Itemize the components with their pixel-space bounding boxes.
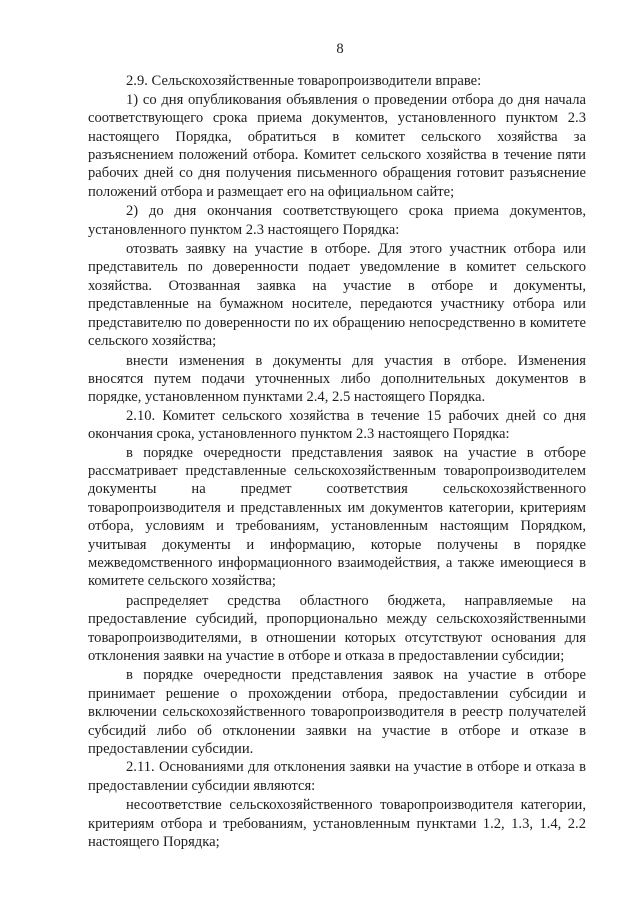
paragraph-withdraw-application: отозвать заявку на участие в отборе. Для этого участник отбора или представитель по доверенности подает уведомление в комитет сельского хозяйства. Отозванная заявка на участие в отборе и документы, представленные на бумажном носителе, передаются участнику отбора или представителю по доверенности по их обращению непосредственно в комитете сельского хозяйства; <box>88 241 586 350</box>
paragraph-2-9: 2.9. Сельскохозяйственные товаропроизводители вправе: <box>126 73 482 90</box>
paragraph-2-9-item-2: 2) до дня окончания соответствующего срока приема документов, установленного пунктом 2.3 настоящего Порядка: <box>88 203 586 238</box>
paragraph-amend-documents: внести изменения в документы для участия в отборе. Изменения вносятся путем подачи уточненных либо дополнительных документов в порядке, установленном пунктами 2.4, 2.5 настоящего Порядка. <box>88 352 586 406</box>
paragraph-2-10: 2.10. Комитет сельского хозяйства в течение 15 рабочих дней со дня окончания срока, установленного пунктом 2.3 настоящего Порядка: <box>88 407 586 443</box>
paragraph-review-documents: в порядке очередности представления заявок на участие в отборе рассматривает представленные сельскохозяйственным товаропроизводителем документы на предмет соответствия сельскохозяйственного товаропроизводителя и представленных им документов категории, критериям отбора, условиям и требованиям, установленным настоящим Порядком, учитывая документы и информацию, которые получены в порядке межведомственного информационного взаимодействия, а также имеющиеся в комитете сельского хозяйства; <box>88 444 586 590</box>
page-number: 8 <box>336 41 344 57</box>
paragraph-nonconformity: несоответствие сельскохозяйственного товаропроизводителя категории, критериям отбора и требованиям, установленным пунктами 1.2, 1.3, 1.4, 2.2 настоящего Порядка; <box>88 797 586 851</box>
paragraph-distribute-funds: распределяет средства областного бюджета, направляемые на предоставление субсидий, пропорционально между сельскохозяйственными товаропроизводителями, в отношении которых отсутствуют основания для отклонения заявки на участие в отборе и отказа в предоставлении субсидии; <box>88 592 586 664</box>
paragraph-2-11: 2.11. Основаниями для отклонения заявки на участие в отборе и отказа в предоставлении субсидии являются: <box>88 759 586 794</box>
paragraph-2-9-item-1: 1) со дня опубликования объявления о проведении отбора до дня начала соответствующего срока приема документов, установленного пунктом 2.3 настоящего Порядка, обратиться в комитет сельского хозяйства за разъяснением положений отбора. Комитет сельского хозяйства в течение пяти рабочих дней со дня получения письменного обращения готовит разъяснение положений отбора и размещает его на официальном сайте; <box>88 91 586 200</box>
paragraph-make-decision: в порядке очередности представления заявок на участие в отборе принимает решение о прохождении отбора, предоставлении субсидии и включении сельскохозяйственного товаропроизводителя в реестр получателей субсидий либо об отклонении заявки на участие в отборе и отказе в предоставлении субсидии. <box>88 667 586 758</box>
